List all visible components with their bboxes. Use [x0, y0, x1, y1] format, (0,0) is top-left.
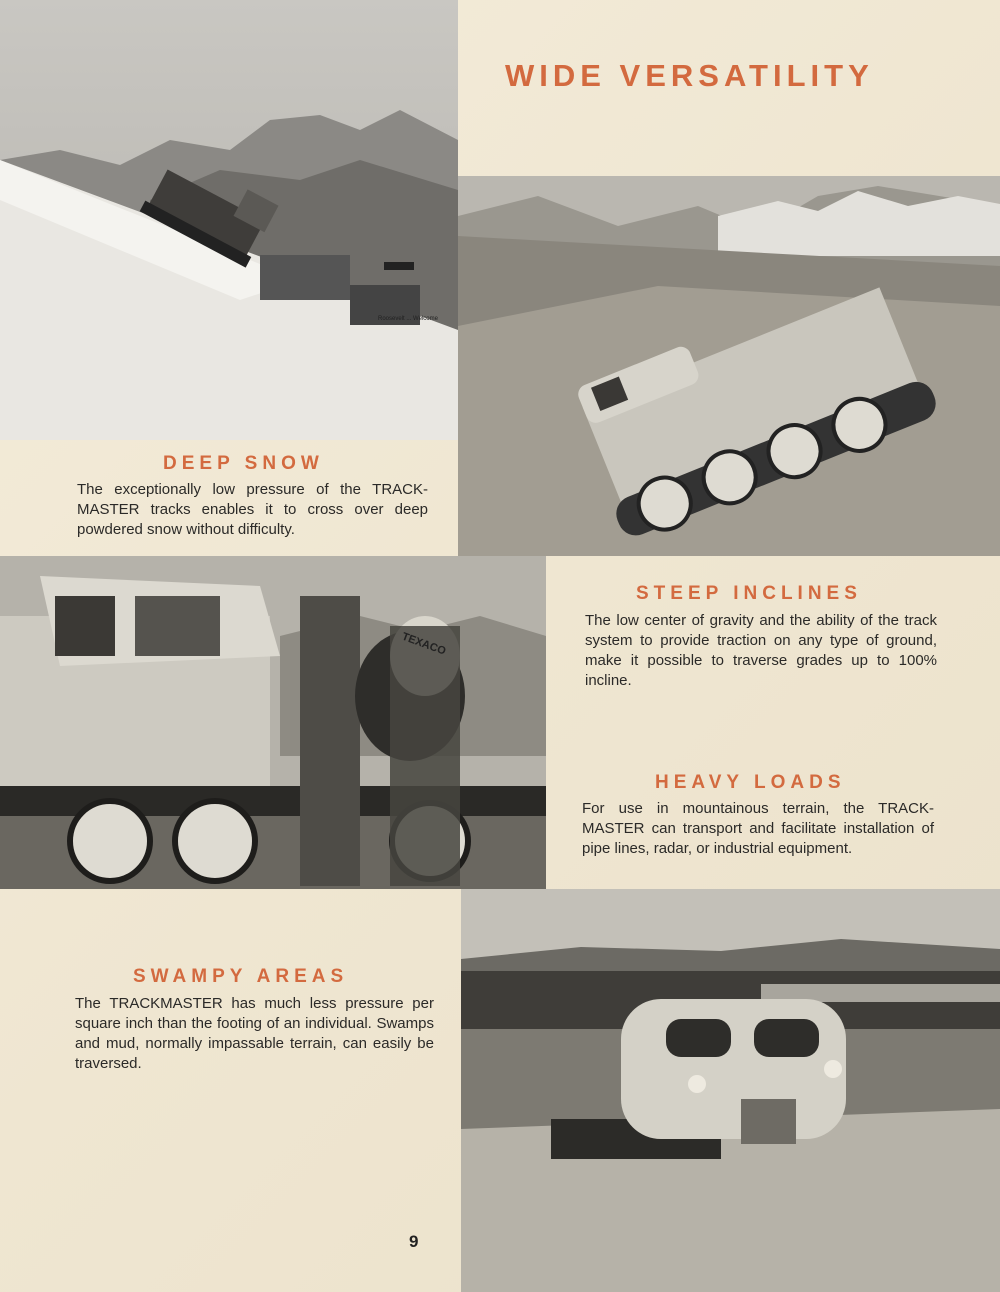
- text-heavy-loads: [582, 799, 934, 859]
- page-title: WIDE VERSATILITY: [505, 58, 874, 93]
- text-swampy-areas: [75, 994, 434, 1074]
- text-deep-snow: [77, 480, 428, 540]
- drum-label: TEXACO: [400, 630, 448, 658]
- photo-heavy-loads: [0, 556, 546, 889]
- photo-steep-incline: [458, 176, 1000, 556]
- heading-deep-snow: DEEP SNOW: [163, 453, 324, 474]
- text-deep-snow-paragraph: The exceptionally low pressure of the TRACK-MASTER tracks enables it to cross over deep powdered snow without difficulty.: [77, 481, 428, 538]
- text-steep-inclines: [585, 611, 937, 691]
- photo-swampy-areas: [461, 889, 1000, 1292]
- heading-heavy-loads: HEAVY LOADS: [655, 772, 846, 793]
- heading-swampy-areas: SWAMPY AREAS: [133, 966, 349, 987]
- text-swampy-areas-paragraph: The TRACKMASTER has much less pressure per square inch than the footing of an individual. Swamps and mud, normally impassable terrain, can easily be traversed.: [75, 995, 434, 1072]
- page-number: 9: [409, 1232, 419, 1251]
- photo-deep-snow: [0, 0, 458, 440]
- text-steep-inclines-paragraph: The low center of gravity and the ability of the track system to provide traction on any type of ground, make it possible to traverse grades up to 100% incline.: [585, 612, 937, 689]
- heading-steep-inclines: STEEP INCLINES: [636, 583, 862, 604]
- snow-sign: Roosevelt ... Welcome: [378, 316, 438, 322]
- text-heavy-loads-paragraph: For use in mountainous terrain, the TRACK-MASTER can transport and facilitate installation of pipe lines, radar, or industrial equipment.: [582, 800, 934, 857]
